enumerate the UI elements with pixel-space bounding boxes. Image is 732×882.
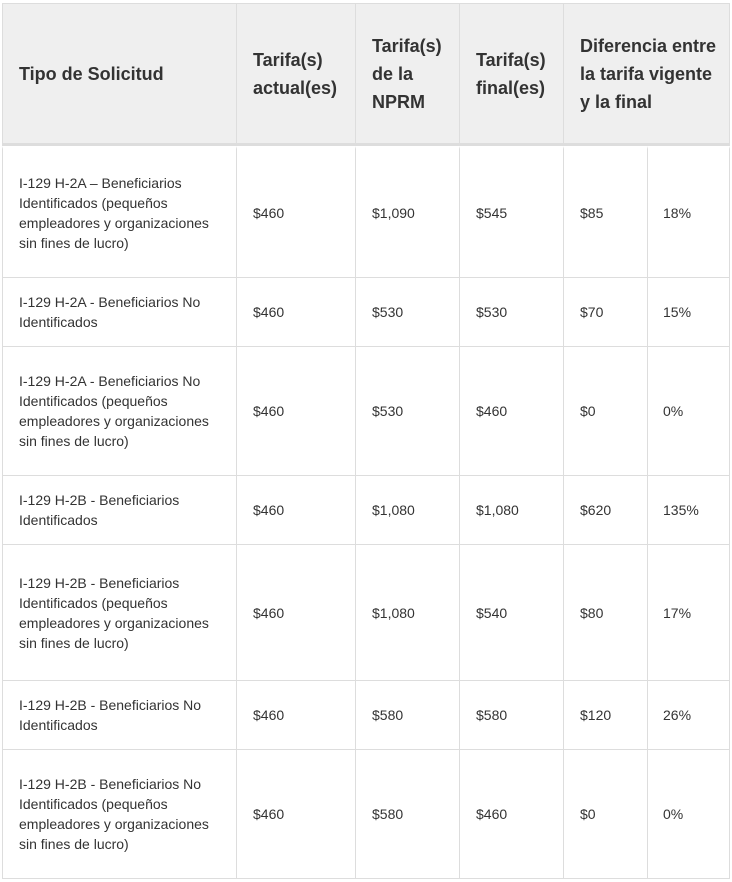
cell-difference-amount: $80 bbox=[563, 545, 647, 681]
cell-current-fee: $460 bbox=[236, 278, 355, 347]
header-final-fee: Tarifa(s) final(es) bbox=[459, 3, 563, 146]
cell-difference-amount: $85 bbox=[563, 146, 647, 278]
table-body bbox=[2, 146, 730, 879]
cell-difference-percent: 135% bbox=[647, 476, 730, 545]
cell-current-fee: $460 bbox=[236, 750, 355, 879]
cell-current-fee: $460 bbox=[236, 347, 355, 476]
header-row bbox=[2, 3, 730, 146]
table-header bbox=[2, 3, 730, 146]
table-row bbox=[2, 347, 730, 476]
table-row bbox=[2, 545, 730, 681]
header-nprm-fee: Tarifa(s) de la NPRM bbox=[355, 3, 459, 146]
cell-difference-percent: 0% bbox=[647, 750, 730, 879]
cell-request-type: I-129 H-2B - Beneficiarios No Identificados (pequeños empleadores y organizaciones sin fines de lucro) bbox=[2, 750, 236, 879]
table-row bbox=[2, 476, 730, 545]
cell-difference-amount: $620 bbox=[563, 476, 647, 545]
cell-difference-percent: 17% bbox=[647, 545, 730, 681]
cell-nprm-fee: $530 bbox=[355, 347, 459, 476]
cell-difference-amount: $0 bbox=[563, 750, 647, 879]
cell-request-type: I-129 H-2A - Beneficiarios No Identificados bbox=[2, 278, 236, 347]
table-row bbox=[2, 681, 730, 750]
header-request-type: Tipo de Solicitud bbox=[2, 3, 236, 146]
header-current-fee: Tarifa(s) actual(es) bbox=[236, 3, 355, 146]
cell-nprm-fee: $1,090 bbox=[355, 146, 459, 278]
cell-nprm-fee: $530 bbox=[355, 278, 459, 347]
cell-final-fee: $460 bbox=[459, 750, 563, 879]
cell-final-fee: $1,080 bbox=[459, 476, 563, 545]
cell-final-fee: $530 bbox=[459, 278, 563, 347]
cell-request-type: I-129 H-2B - Beneficiarios Identificados bbox=[2, 476, 236, 545]
cell-final-fee: $580 bbox=[459, 681, 563, 750]
cell-nprm-fee: $580 bbox=[355, 681, 459, 750]
cell-request-type: I-129 H-2A - Beneficiarios No Identificados (pequeños empleadores y organizaciones sin fines de lucro) bbox=[2, 347, 236, 476]
cell-current-fee: $460 bbox=[236, 545, 355, 681]
cell-final-fee: $540 bbox=[459, 545, 563, 681]
cell-request-type: I-129 H-2A – Beneficiarios Identificados (pequeños empleadores y organizaciones sin fines de lucro) bbox=[2, 146, 236, 278]
cell-nprm-fee: $580 bbox=[355, 750, 459, 879]
cell-final-fee: $460 bbox=[459, 347, 563, 476]
cell-difference-amount: $120 bbox=[563, 681, 647, 750]
cell-current-fee: $460 bbox=[236, 146, 355, 278]
cell-difference-amount: $0 bbox=[563, 347, 647, 476]
cell-nprm-fee: $1,080 bbox=[355, 545, 459, 681]
cell-final-fee: $545 bbox=[459, 146, 563, 278]
cell-difference-percent: 15% bbox=[647, 278, 730, 347]
cell-difference-amount: $70 bbox=[563, 278, 647, 347]
header-difference: Diferencia entre la tarifa vigente y la final bbox=[563, 3, 730, 146]
cell-current-fee: $460 bbox=[236, 681, 355, 750]
cell-nprm-fee: $1,080 bbox=[355, 476, 459, 545]
table-row bbox=[2, 278, 730, 347]
cell-difference-percent: 0% bbox=[647, 347, 730, 476]
cell-current-fee: $460 bbox=[236, 476, 355, 545]
cell-request-type: I-129 H-2B - Beneficiarios Identificados (pequeños empleadores y organizaciones sin fines de lucro) bbox=[2, 545, 236, 681]
cell-difference-percent: 18% bbox=[647, 146, 730, 278]
cell-difference-percent: 26% bbox=[647, 681, 730, 750]
cell-request-type: I-129 H-2B - Beneficiarios No Identificados bbox=[2, 681, 236, 750]
table-row bbox=[2, 146, 730, 278]
fee-comparison-table bbox=[2, 3, 730, 879]
table-row bbox=[2, 750, 730, 879]
